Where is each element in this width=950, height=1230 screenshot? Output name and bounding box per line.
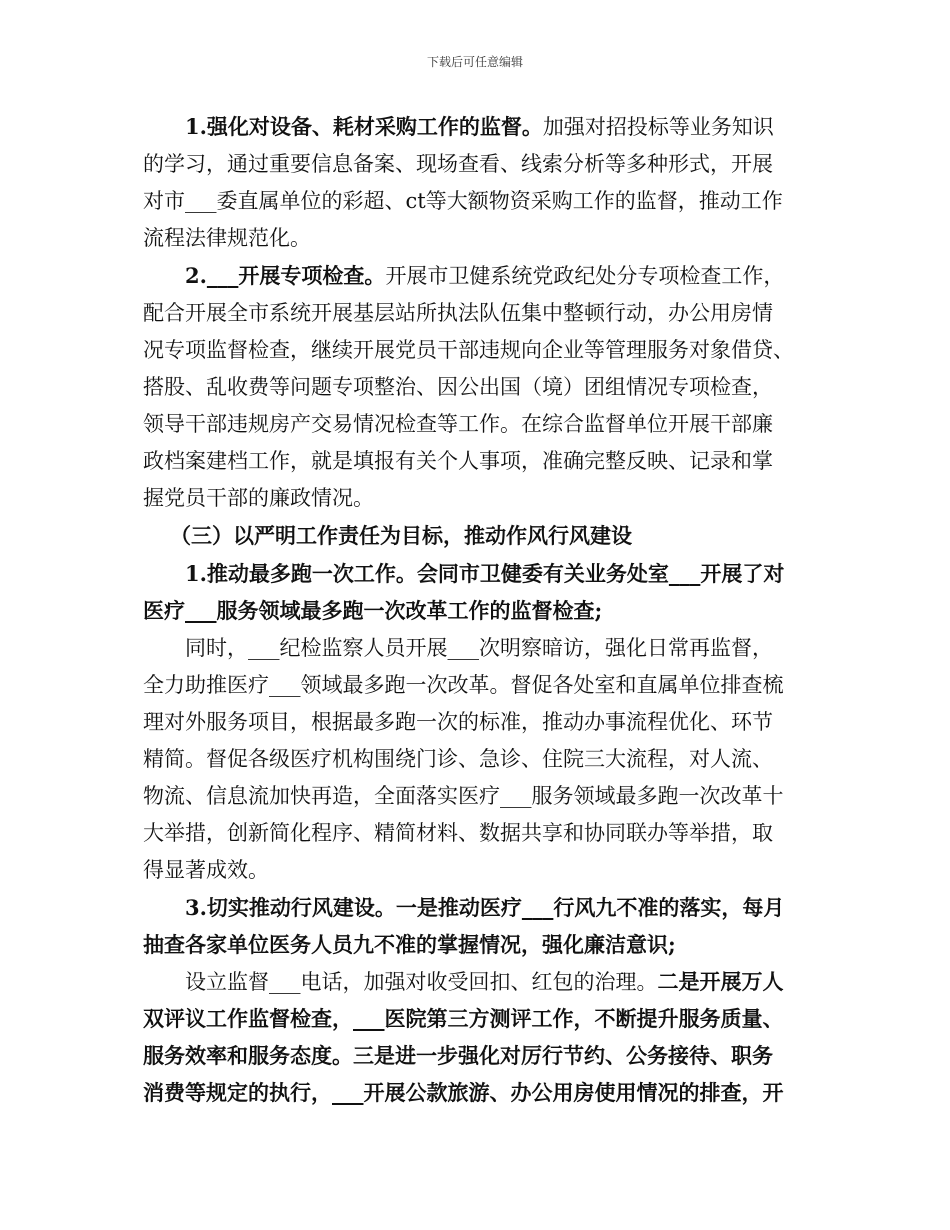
doc-bold-run: 2.___开展专项检查。 (185, 263, 386, 288)
doc-line: 握党员干部的廉政情况。 (143, 486, 374, 510)
doc-line: 理对外服务项目，根据最多跑一次的标准，推动办事流程优化、环节 (143, 710, 773, 734)
doc-line: 服务效率和服务态度。三是进一步强化对厉行节约、公务接待、职务 (143, 1043, 773, 1068)
doc-bold-run: 1.强化对设备、耗材采购工作的监督。 (185, 114, 543, 139)
doc-run: 设立监督___电话，加强对收受回扣、红包的治理。 (185, 970, 658, 994)
doc-run: 开展市卫健系统党政纪处分专项检查工作， (385, 264, 785, 288)
doc-line: 大举措，创新简化程序、精简材料、数据共享和协同联办等举措，取 (143, 821, 773, 845)
doc-bold-run: 二是开展万人 (657, 969, 784, 994)
doc-line: 物流、信息流加快再造，全面落实医疗___服务领域最多跑一次改革十 (143, 784, 784, 808)
doc-line: 政档案建档工作，就是填报有关个人事项，准确完整反映、记录和掌 (143, 449, 773, 473)
doc-line: 得显著成效。 (143, 858, 269, 882)
doc-line: 况专项监督检查，继续开展党员干部违规向企业等管理服务对象借贷、 (143, 338, 794, 362)
doc-line (185, 967, 865, 997)
doc-line: 的学习，通过重要信息备案、现场查看、线索分析等多种形式，开展 (143, 152, 773, 176)
page-header: 下载后可任意编辑 (426, 55, 523, 69)
section-heading: （三）以严明工作责任为目标，推动作风行风建设 (170, 523, 632, 548)
doc-line: 搭股、乱收费等问题专项整治、因公出国（境）团组情况专项检查， (143, 375, 773, 399)
doc-line (185, 261, 865, 291)
doc-line: 消费等规定的执行，___开展公款旅游、办公用房使用情况的排查，开 (143, 1080, 784, 1105)
doc-line: 医疗___服务领域最多跑一次改革工作的监督检查; (143, 598, 603, 623)
doc-line: 3.切实推动行风建设。一是推动医疗___行风九不准的落实，每月 (185, 895, 785, 920)
doc-line: 全力助推医疗___领域最多跑一次改革。督促各处室和直属单位排查梳 (143, 673, 784, 697)
doc-line: 配合开展全市系统开展基层站所执法队伍集中整顿行动，办公用房情 (143, 301, 773, 325)
doc-line: 对市___委直属单位的彩超、ct等大额物资采购工作的监督，推动工作 (143, 189, 783, 213)
doc-line: 精简。督促各级医疗机构围绕门诊、急诊、住院三大流程，对人流、 (143, 747, 773, 771)
doc-line: 双评议工作监督检查，___医院第三方测评工作，不断提升服务质量、 (143, 1006, 784, 1031)
doc-line: 同时，___纪检监察人员开展___次明察暗访，强化日常再监督， (185, 636, 773, 660)
doc-line: 抽查各家单位医务人员九不准的掌握情况，强化廉洁意识; (143, 932, 676, 957)
doc-line: 流程法律规范化。 (143, 226, 311, 250)
doc-line: 1.推动最多跑一次工作。会同市卫健委有关业务处室___开展了对 (185, 561, 785, 586)
doc-line (185, 112, 865, 142)
doc-run: 加强对招投标等业务知识 (542, 115, 774, 139)
doc-line: 领导干部违规房产交易情况检查等工作。在综合监督单位开展干部廉 (143, 412, 773, 436)
